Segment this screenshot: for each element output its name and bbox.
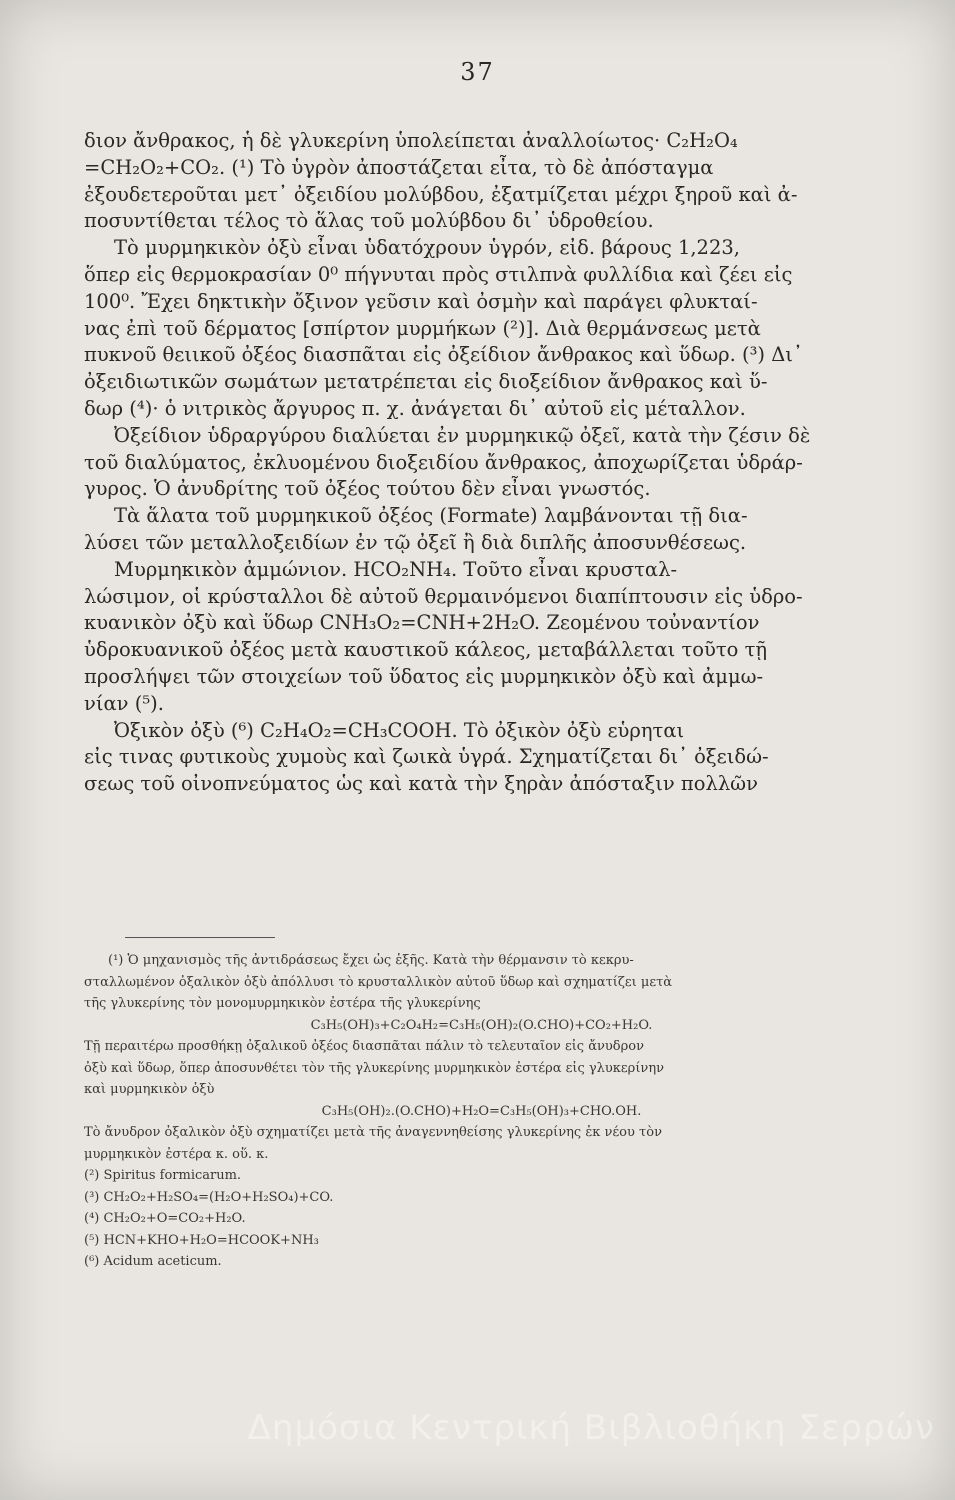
text-line: εἰς τινας φυτικοὺς χυμοὺς καὶ ζωικὰ ὑγρά. Σχηματίζεται δι᾽ ὀξειδώ- <box>84 745 769 769</box>
footnote-line: Τὸ ἄνυδρον ὀξαλικὸν ὀξὺ σχηματίζει μετὰ τῆς ἀναγεννηθείσης γλυκερίνης ἐκ νέου τὸν <box>84 1125 662 1140</box>
text-line: λώσιμον, οἱ κρύσταλλοι δὲ αὐτοῦ θερμαινόμενοι διαπίπτουσιν εἰς ὑδρο- <box>84 584 803 608</box>
text-line: λύσει τῶν μεταλλοξειδίων ἐν τῷ ὀξεῖ ἢ διὰ διπλῆς ἀποσυνθέσεως. <box>84 530 747 554</box>
text-line: Ὀξείδιον ὑδραργύρου διαλύεται ἐν μυρμηκικῷ ὀξεῖ, κατὰ τὴν ζέσιν δὲ <box>114 423 811 447</box>
text-line: Τὰ ἅλατα τοῦ μυρμηκικοῦ ὀξέος (Formate) λαμβάνονται τῇ δια- <box>114 504 748 528</box>
text-line: ὅπερ εἰς θερμοκρασίαν 0⁰ πήγνυται πρὸς στιλπνὰ φυλλίδια καὶ ζέει εἰς <box>84 262 793 286</box>
text-line: ἐξουδετεροῦται μετ᾽ ὀξειδίου μολύβδου, ἐξατμίζεται μέχρι ξηροῦ καὶ ἀ- <box>84 182 798 206</box>
text-line: κυανικὸν ὀξὺ καὶ ὕδωρ CNH₃O₂=CNH+2H₂O. Ζεομένου τοὐναντίον <box>84 611 760 635</box>
footnote-line: (⁴) CH₂O₂+O=CO₂+H₂O. <box>84 1211 246 1226</box>
text-line: πυκνοῦ θειικοῦ ὀξέος διασπᾶται εἰς ὀξείδιον ἄνθρακος καὶ ὕδωρ. (³) Δι᾽ <box>84 343 803 367</box>
footnote-line: (⁵) HCN+KHO+H₂O=HCOOK+NH₃ <box>84 1232 319 1248</box>
footnote-line: σταλλωμένον ὀξαλικὸν ὀξὺ ἀπόλλυσι τὸ κρυσταλλικὸν αὐτοῦ ὕδωρ καὶ σχηματίζει μετὰ <box>84 974 673 990</box>
text-line: σεως τοῦ οἰνοπνεύματος ὡς καὶ κατὰ τὴν ξηρὰν ἀπόσταξιν πολλῶν <box>84 772 758 796</box>
footnote-formula: C₃H₅(OH)₂.(O.CHO)+H₂O=C₃H₅(OH)₃+CHO.OH. <box>321 1103 642 1119</box>
footnote-line: Τῇ περαιτέρω προσθήκῃ ὀξαλικοῦ ὀξέος διασπᾶται πάλιν τὸ τελευταῖον εἰς ἄνυδρον <box>84 1039 644 1054</box>
text-line: ποσυντίθεται τέλος τὸ ἅλας τοῦ μολύβδου δι᾽ ὑδροθείου. <box>84 209 654 233</box>
text-line: 100⁰. Ἔχει δηκτικὴν ὄξινον γεῦσιν καὶ ὀσμὴν καὶ παράγει φλυκταί- <box>84 289 758 313</box>
footnote-line: (³) CH₂O₂+H₂SO₄=(H₂O+H₂SO₄)+CO. <box>84 1189 334 1205</box>
footnotes <box>84 950 879 1273</box>
text-line: τοῦ διαλύματος, ἐκλυομένου διοξειδίου ἄνθρακος, ἀποχωρίζεται ὑδράρ- <box>84 450 803 474</box>
text-line: νίαν (⁵). <box>84 691 164 715</box>
footnote-line: (¹) Ὁ μηχανισμὸς τῆς ἀντιδράσεως ἔχει ὡς ἑξῆς. Κατὰ τὴν θέρμανσιν τὸ κεκρυ- <box>108 953 634 968</box>
text-line: Τὸ μυρμηκικὸν ὀξὺ εἶναι ὑδατόχρουν ὑγρόν, εἰδ. βάρους 1,223, <box>114 236 740 260</box>
section-heading-line: Ὀξικὸν ὀξὺ (⁶) C₂H₄O₂=CH₃COOH. Τὸ ὀξικὸν ὀξὺ εὑρηται <box>114 718 685 742</box>
text-line: =CH₂O₂+CO₂. (¹) Τὸ ὑγρὸν ἀποστάζεται εἶτα, τὸ δὲ ἀπόσταγμα <box>84 155 714 179</box>
footnote-line: ὀξὺ καὶ ὕδωρ, ὅπερ ἀποσυνθέτει τὸν τῆς γλυκερίνης μυρμηκικὸν ἐστέρα εἰς γλυκερίνην <box>84 1060 665 1076</box>
text-line: ὑδροκυανικοῦ ὀξέος μετὰ καυστικοῦ κάλεος, μεταβάλλεται τοῦτο τῇ <box>84 638 768 662</box>
text-line: προσλήψει τῶν στοιχείων τοῦ ὕδατος εἰς μυρμηκικὸν ὀξὺ καὶ ἀμμω- <box>84 664 764 688</box>
text-line: ὀξειδιωτικῶν σωμάτων μετατρέπεται εἰς διοξείδιον ἄνθρακος καὶ ὕ- <box>84 370 768 394</box>
footnote-line: (²) Spiritus formicarum. <box>84 1168 242 1183</box>
page-number: 37 <box>460 58 495 86</box>
section-heading-line: Μυρμηκικὸν ἀμμώνιον. HCO₂NH₄. Τοῦτο εἶναι κρυσταλ- <box>114 557 678 581</box>
footnote-line: (⁶) Acidum aceticum. <box>84 1254 222 1269</box>
footnote-divider <box>125 937 275 938</box>
library-watermark: Δημόσια Κεντρική Βιβλιοθήκη Σερρών <box>247 1408 935 1448</box>
text-line: νας ἐπὶ τοῦ δέρματος [σπίρτον μυρμήκων (²)]. Διὰ θερμάνσεως μετὰ <box>84 316 761 340</box>
text-line: γυρος. Ὁ ἀνυδρίτης τοῦ ὀξέος τούτου δὲν εἶναι γνωστός. <box>84 477 651 501</box>
footnote-formula: C₃H₅(OH)₃+C₂O₄H₂=C₃H₅(OH)₂(O.CHO)+CO₂+H₂O. <box>310 1017 653 1033</box>
footnote-line: τῆς γλυκερίνης τὸν μονομυρμηκικὸν ἐστέρα τῆς γλυκερίνης <box>84 996 481 1011</box>
footnote-line: μυρμηκικὸν ἐστέρα κ. οὕ. κ. <box>84 1146 269 1162</box>
footnote-line: καὶ μυρμηκικὸν ὀξὺ <box>84 1082 215 1097</box>
text-line: διον ἄνθρακος, ἡ δὲ γλυκερίνη ὑπολείπεται ἀναλλοίωτος· C₂H₂O₄ <box>84 129 738 152</box>
text-line: δωρ (⁴)· ὁ νιτρικὸς ἄργυρος π. χ. ἀνάγεται δι᾽ αὐτοῦ εἰς μέταλλον. <box>84 396 746 420</box>
body-text <box>84 128 879 798</box>
